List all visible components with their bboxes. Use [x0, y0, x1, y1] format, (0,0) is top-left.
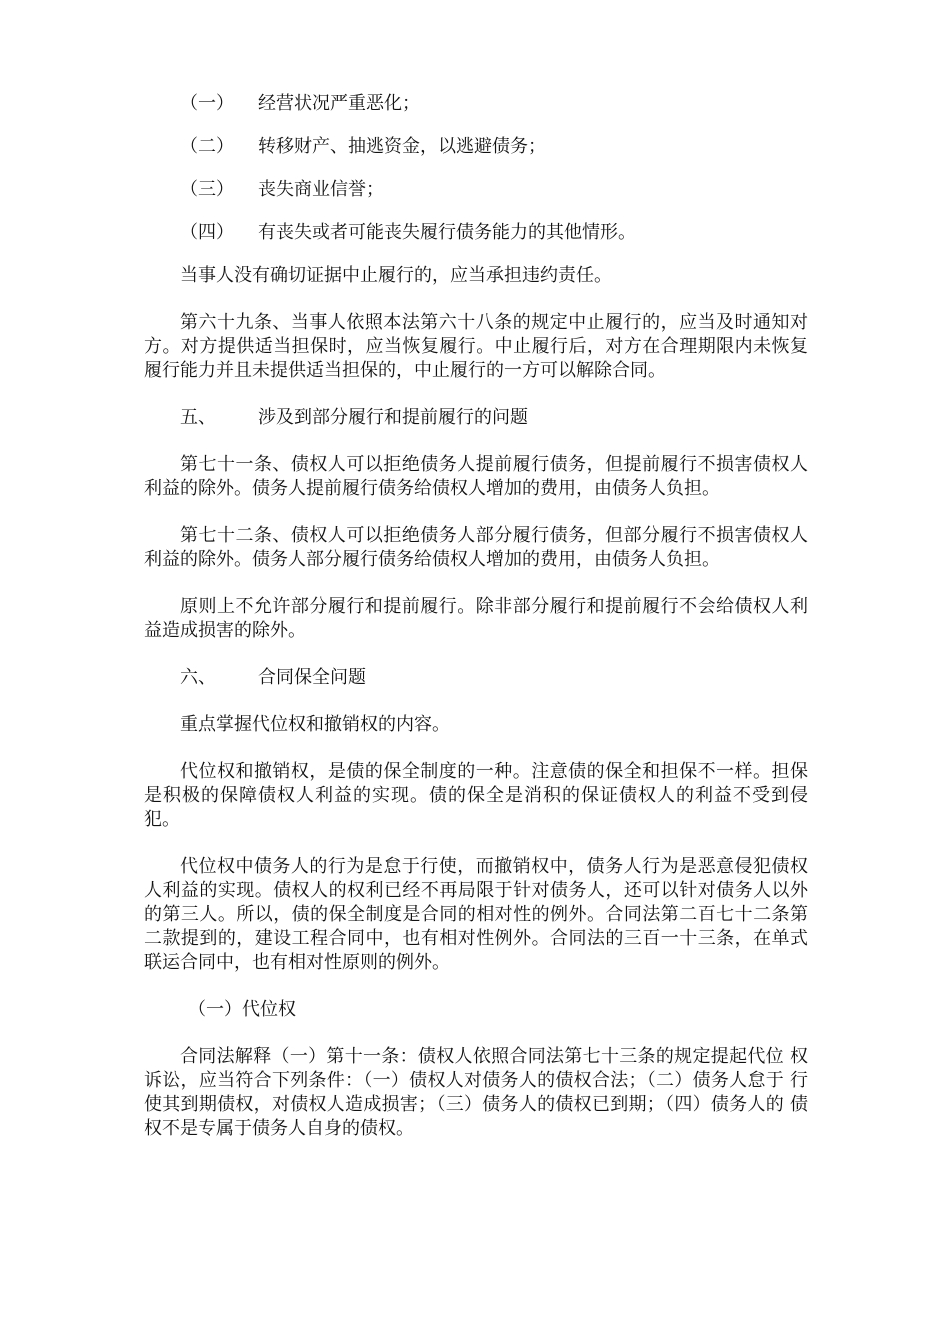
enum-item	[144, 178, 808, 202]
enum-number: （一）	[180, 93, 234, 114]
section-number: 六、	[180, 667, 216, 688]
enum-item	[144, 221, 808, 245]
enum-text: 有丧失或者可能丧失履行债务能力的其他情形。	[258, 222, 636, 243]
paragraph-focus: 重点掌握代位权和撤销权的内容。	[180, 714, 450, 735]
enum-text: 丧失商业信誉；	[258, 179, 384, 200]
enum-item	[144, 135, 808, 159]
paragraph-article-71: 第七十一条、债权人可以拒绝债务人提前履行债务，但提前履行不损害债权人利益的除外。债务人提前履行债务给债权人增加的费用，由债务人负担。	[144, 454, 808, 499]
section-heading-6	[144, 666, 808, 690]
document-page	[144, 92, 808, 1141]
subheading-subrogation: （一）代位权	[188, 999, 296, 1020]
paragraph-liability: 当事人没有确切证据中止履行的，应当承担违约责任。	[180, 265, 612, 286]
enum-number: （二）	[180, 136, 234, 157]
paragraph-subrogation: 代位权和撤销权，是债的保全制度的一种。注意债的保全和担保不一样。担保是积极的保障债权人利益的实现。债的保全是消积的保证债权人的利益不受到侵犯。	[144, 761, 808, 830]
paragraph-article-72: 第七十二条、债权人可以拒绝债务人部分履行债务，但部分履行不损害债权人利益的除外。债务人部分履行债务给债权人增加的费用，由债务人负担。	[144, 525, 808, 570]
enum-number: （四）	[180, 222, 234, 243]
section-title: 涉及到部分履行和提前履行的问题	[258, 407, 528, 428]
paragraph-debtor-behavior: 代位权中债务人的行为是怠于行使，而撤销权中，债务人行为是恶意侵犯债权人利益的实现。债权人的权利已经不再局限于针对债务人，还可以针对债务人以外的第三人。所以，债的保全制度是合同的相对性的例外。合同法第二百七十二条第二款提到的，建设工程合同中，也有相对性例外。合同法的三百一十三条，在单式联运合同中，也有相对性原则的例外。	[144, 856, 808, 973]
enum-text: 经营状况严重恶化；	[258, 93, 420, 114]
enum-item	[144, 92, 808, 116]
section-number: 五、	[180, 407, 216, 428]
enum-text: 转移财产、抽逃资金，以逃避债务；	[258, 136, 546, 157]
paragraph-principle: 原则上不允许部分履行和提前履行。除非部分履行和提前履行不会给债权人利益造成损害的除外。	[144, 596, 808, 641]
paragraph-interpretation: 合同法解释（一）第十一条：债权人依照合同法第七十三条的规定提起代位 权诉讼，应当符合下列条件：（一）债权人对债务人的债权合法；（二）债务人怠于 行使其到期债权，对债权人造成损害；（三）债务人的债权已到期；（四）债务人的 债权不是专属于债务人自身的债权。	[144, 1046, 808, 1139]
section-heading-5	[144, 406, 808, 430]
paragraph-article-69: 第六十九条、当事人依照本法第六十八条的规定中止履行的，应当及时通知对方。对方提供适当担保时，应当恢复履行。中止履行后，对方在合理期限内未恢复履行能力并且未提供适当担保的，中止履行的一方可以解除合同。	[144, 312, 808, 381]
enum-number: （三）	[180, 179, 234, 200]
section-title: 合同保全问题	[258, 667, 366, 688]
